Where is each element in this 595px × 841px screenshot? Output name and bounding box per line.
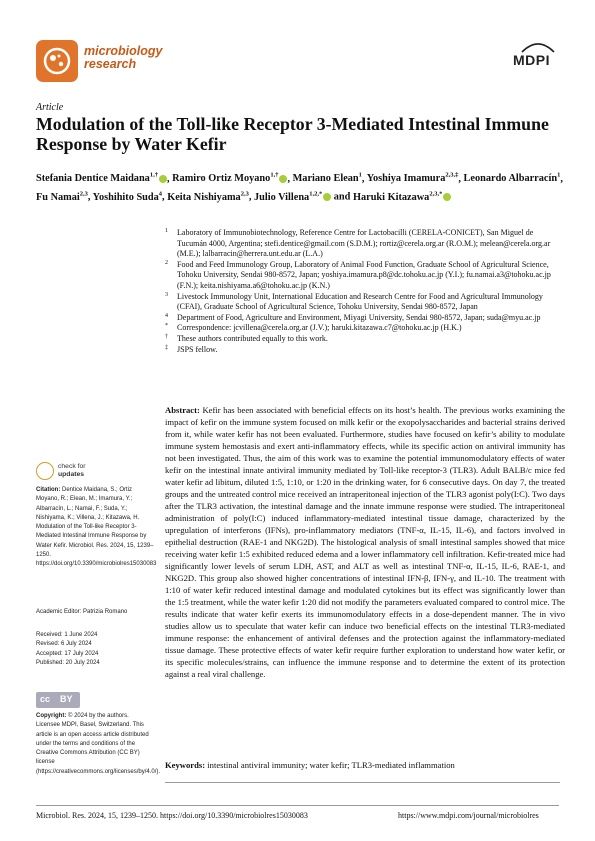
affiliation-item	[165, 292, 565, 313]
check-updates-icon	[36, 462, 54, 480]
article-title: Modulation of the Toll-like Receptor 3-Mediated Intestinal Immune Response by Water Kefir	[36, 114, 549, 154]
author-affiliation-marker: 1	[358, 172, 362, 179]
author-name-text: Mariano Elean	[292, 173, 359, 185]
keywords-label: Keywords:	[165, 760, 206, 770]
check-updates-line2: updates	[58, 471, 85, 478]
author-name-text: Yoshiya Imamura	[366, 173, 446, 185]
author-name-text: Julio Villena	[253, 191, 310, 203]
copyright-label: Copyright:	[36, 713, 67, 719]
copyright-text: © 2024 by the authors. Licensee MDPI, Basel, Switzerland. This article is an open access article distributed under the terms and conditions of the Creative Commons Attribution (CC BY) license (https://creativecommons.org/licenses/by/4.0/).	[36, 713, 161, 775]
received-date: Received: 1 June 2024	[36, 632, 98, 638]
affiliation-number: 4	[165, 312, 168, 319]
affiliations	[165, 228, 565, 355]
author-name-text: Yoshihito Suda	[92, 191, 159, 203]
author-affiliation-marker: 1,†	[149, 172, 158, 179]
affiliation-item	[165, 323, 565, 334]
affiliation-item	[165, 334, 565, 345]
copyright	[36, 712, 161, 777]
citation-text: Dentice Maidana, S.; Ortiz Moyano, R.; Elean, M.; Imamura, Y.; Albarracín, L.; Namai, F.; Suda, Y.; Nishiyama, K.; Villena, J.; Kitazawa, H. Modulation of the Toll-like Receptor 3-Mediated Intestinal Immune Response by Water Kefir. Microbiol. Res. 2024, 15, 1239–1250. https://doi.org/10.3390/microbiolres15030083	[36, 487, 157, 568]
author-name[interactable]	[36, 173, 167, 184]
journal-logo	[36, 40, 78, 82]
author-name[interactable]	[367, 173, 459, 184]
author-name[interactable]	[93, 192, 162, 203]
journal-name-line1: microbiology	[84, 44, 163, 58]
affiliation-text: Department of Food, Agriculture and Environment, Miyagi University, Sendai 980-8572, Japan; suda@myu.ac.jp	[177, 312, 541, 322]
abstract-label: Abstract:	[165, 405, 200, 415]
accepted-date: Accepted: 17 July 2024	[36, 650, 99, 657]
orcid-icon[interactable]	[443, 193, 451, 201]
academic-editor: Academic Editor: Patrizia Romano	[36, 609, 128, 615]
author-name[interactable]	[172, 173, 287, 184]
author-affiliation-marker: 2,3	[79, 190, 88, 198]
author-name-text: Keita Nishiyama	[167, 191, 241, 203]
history-dates	[36, 631, 154, 668]
author-affiliation-marker: 1,†	[270, 172, 279, 179]
keywords	[165, 759, 565, 771]
author-name[interactable]	[353, 192, 451, 203]
author-name[interactable]	[293, 173, 362, 184]
author-affiliation-marker: 2,3,*	[429, 190, 443, 198]
check-updates-line1: check for	[58, 463, 86, 470]
citation	[36, 486, 157, 570]
author-name[interactable]	[254, 192, 331, 203]
published-date: Published: 20 July 2024	[36, 659, 100, 666]
affiliation-text: JSPS fellow.	[177, 344, 218, 354]
abstract	[165, 404, 565, 680]
affiliation-text: Correspondence: jcvillena@cerela.org.ar (J.V.); haruki.kitazawa.c7@tohoku.ac.jp (H.K.)	[177, 323, 462, 333]
cc-license-badge[interactable]	[36, 692, 80, 708]
footer-divider	[36, 805, 559, 806]
affiliation-item	[165, 260, 565, 292]
affiliation-item	[165, 313, 565, 324]
abstract-text: Kefir has been associated with beneficial effects on its host’s health. The previous works examining the impact of kefir on the immune system focused on milk kefir or the exopolysaccharides and bacterial strains derived from it, while water kefir has not been evaluated. Furthermore, studies have focused on kefir’s ability to modulate immune system hemostasis and exert anti-inflammatory effects, while its specific action on antiviral immunity has not been investigated. Thus, the aim of this work was to examine the potential immunomodulatory effects of water kefir on the intestinal innate antiviral immunity mediated by Toll-like receptor-3 (TLR3). Adult BALB/c mice fed water kefir ad libitum, diluted 1:5, 1:10, or 1:20 in the drinking water, for 6 consecutive days. On day 7, the treated groups and the untreated control mice received an intraperitoneal injection of the TLR3 agonist poly(I:C). Two days after the TLR3 activation, the intestinal damage and the innate immune response were studied. The intraperitoneal administration of poly(I:C) induced inflammatory-mediated intestinal tissue damage, characterized by the upregulation of interferons (IFNs), pro-inflammatory mediators (TNF-α, IL-15, IL-6), and factors involved in epithelial destruction (RAE-1 and NKG2D). The histological analysis of small intestinal samples showed that mice receiving water kefir 1:5 exhibited reduced edema and a lower inflammatory cell infiltration. Kefir-treated mice had significantly lower levels of serum LDH, AST, and ALT as well as intestinal TNF-α, IL-15, IL-6, RAE-1, and NKG2D. This group also showed higher concentrations of intestinal IFN-β, IFN-γ, and IL-10. The treatment with 1:10 of water kefir reduced intestinal damage and modulated cytokines but its effect was significantly lower than the 1:5 treatment, while the water kefir 1:20 did not modify the parameters evaluated compared to control mice. The results indicate that water kefir exerts its immunomodulatory effects in a dose-dependent manner. The in vivo studies allow us to speculate that water kefir can induce two beneficial effects on the intestinal TLR3-mediated immune response: the enhancement of antiviral defenses and the protection against the inflammatory-mediated tissue damage. These protective effects of water kefir require further exploration to understand how water kefir, or its specific molecules/strains, can influence the immune response and to determine the extent of its protection against a real viral challenge.	[165, 405, 565, 679]
affiliation-text: These authors contributed equally to this work.	[177, 333, 328, 343]
affiliation-item	[165, 345, 565, 356]
check-for-updates[interactable]	[36, 462, 136, 482]
author-name-text: Ramiro Ortiz Moyano	[172, 173, 271, 185]
author-name[interactable]	[464, 173, 561, 184]
affiliation-item	[165, 228, 565, 260]
affiliation-text: Laboratory of Immunobiotechnology, Reference Centre for Lactobacilli (CERELA-CONICET), San Miguel de Tucumán 4000, Argentina; stefi.dentice@gmail.com (S.D.M.); rortiz@cerela.org.ar (R.O.M.); melean@cerela.org.ar (M.E.); lalbarracin@herrera.unt.edu.ar (L.A.)	[177, 228, 551, 259]
footer-journal-url[interactable]: https://www.mdpi.com/journal/microbiolres	[398, 811, 539, 820]
divider	[165, 782, 560, 783]
author-affiliation-marker: 1,2,*	[309, 190, 323, 198]
author-name-text: Stefania Dentice Maidana	[36, 173, 150, 185]
author-name[interactable]	[36, 192, 88, 203]
author-affiliation-marker: 2,3	[240, 190, 249, 198]
author-name[interactable]	[167, 192, 249, 203]
microbe-icon	[36, 40, 78, 82]
author-affiliation-marker: 1	[557, 172, 561, 179]
keywords-text: intestinal antiviral immunity; water kefir; TLR3-mediated inflammation	[207, 760, 455, 770]
author-name-text: Fu Namai	[36, 191, 80, 203]
affiliation-number: 1	[165, 228, 168, 234]
author-affiliation-marker: 2,3,‡	[445, 172, 459, 179]
citation-label: Citation:	[36, 487, 61, 493]
journal-name-line2: research	[84, 57, 137, 71]
orcid-icon[interactable]	[323, 193, 331, 201]
by-icon: BY	[60, 694, 73, 704]
footer-citation[interactable]: Microbiol. Res. 2024, 15, 1239–1250. https://doi.org/10.3390/microbiolres15030083	[36, 811, 308, 820]
journal-name[interactable]	[84, 45, 162, 71]
article-type: Article	[36, 102, 64, 113]
affiliation-number: *	[165, 323, 168, 330]
author-affiliation-marker: 4	[158, 190, 163, 198]
revised-date: Revised: 6 July 2024	[36, 641, 92, 648]
author-name-text: Haruki Kitazawa	[352, 191, 430, 203]
affiliation-number: 2	[165, 259, 168, 266]
affiliation-number: ‡	[165, 344, 168, 351]
affiliation-text: Livestock Immunology Unit, International Education and Research Centre for Food and Agricultural Immunology (CFAI), Graduate School of Agricultural Science, Tohoku University, Sendai 980-8572, Japan	[177, 291, 543, 312]
cc-icon: cc	[40, 694, 51, 704]
orcid-icon[interactable]	[159, 175, 167, 183]
author-name-text: Leonardo Albarracín	[463, 173, 558, 185]
author-list: Stefania Dentice Maidana$^{1,\dagger}$ , Ramiro Ortiz Moyano$^{1,\dagger}$ , Mariano Elean$^1$, Yoshiya Imamura$^{2,3,\ddagger}$, Leonardo Albarracín$^1$, Fu Namai$^{2,3}$, Yoshihito Suda$^4$, Keita Nishiyama$^{2,3}$, Julio Villena$^{1,2,*}$ and Haruki Kitazawa$^{2,3,*}$	[36, 172, 563, 203]
affiliation-number: †	[165, 333, 168, 340]
affiliation-number: 3	[165, 291, 168, 298]
publisher-logo[interactable]: MDPI	[513, 52, 550, 68]
affiliation-text: Food and Feed Immunology Group, Laboratory of Animal Food Function, Graduate School of Agricultural Science, Tohoku University, Sendai 980-8572, Japan; yoshiya.imamura.p8@dc.tohoku.ac.jp (Y.I.); fu.namai.a3@tohoku.ac.jp (F.N.); keita.nishiyama.a6@tohoku.ac.jp (K.N.)	[177, 259, 551, 290]
